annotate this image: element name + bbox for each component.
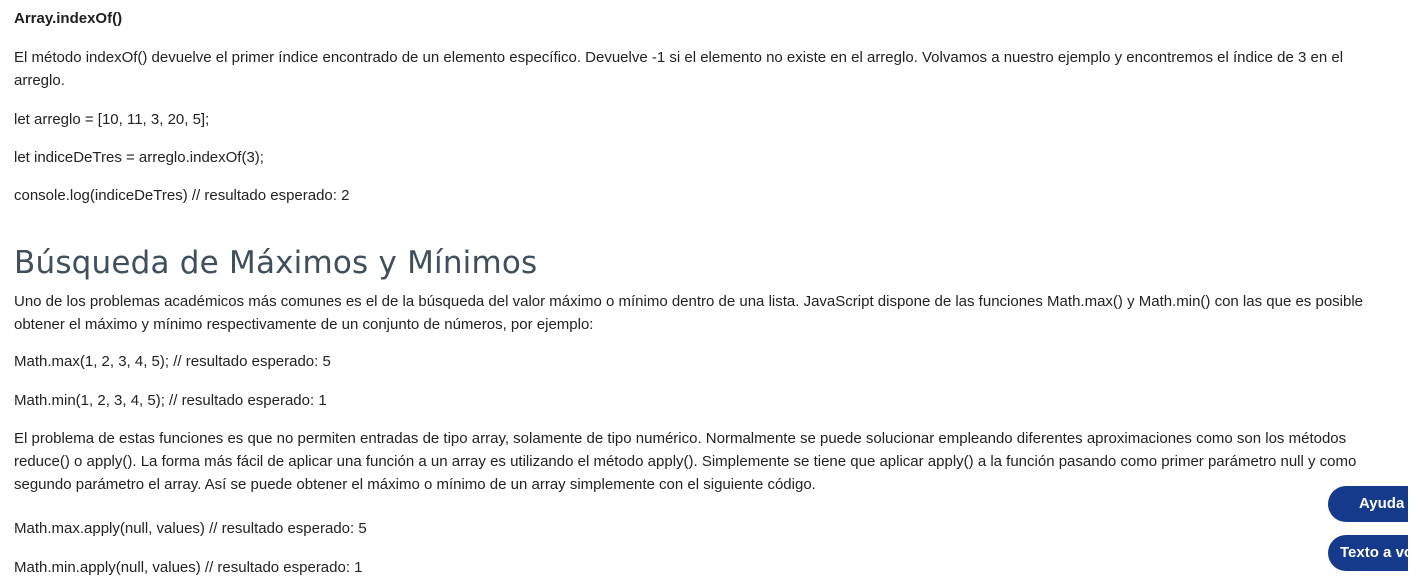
code-line: Math.max(1, 2, 3, 4, 5); // resultado esperado: 5: [14, 353, 331, 370]
code-line: Math.min.apply(null, values) // resultado esperado: 1: [14, 559, 363, 576]
code-line: console.log(indiceDeTres) // resultado esperado: 2: [14, 187, 350, 204]
indexof-description: El método indexOf() devuelve el primer índice encontrado de un elemento específico. Devuelve -1 si el elemento no existe en el arreglo. Volvamos a nuestro ejemplo y encontremos el índice de 3 en el arreglo.: [14, 49, 1344, 89]
code-line: Math.max.apply(null, values) // resultado esperado: 5: [14, 520, 367, 537]
code-line: let indiceDeTres = arreglo.indexOf(3);: [14, 149, 264, 166]
section-title-indexof: Array.indexOf(): [14, 10, 123, 27]
code-line: Math.min(1, 2, 3, 4, 5); // resultado esperado: 1: [14, 392, 327, 409]
max-min-explanation: El problema de estas funciones es que no permiten entradas de tipo array, solamente de tipo numérico. Normalmente se puede solucionar empleando diferentes aproximaciones como son los métodos reduce() o apply(). La forma más fácil de aplicar una función a un array es utilizando el método apply(). Simplemente se tiene que aplicar apply() a la función pasando como primer parámetro null y como segundo parámetro el array. Así se puede obtener el máximo o mínimo de un array simplemente con el siguiente código.: [14, 430, 1357, 493]
text-to-speech-button[interactable]: Texto a voz: [1328, 535, 1408, 571]
help-button[interactable]: Ayuda: [1328, 486, 1408, 522]
section-heading-max-min: Búsqueda de Máximos y Mínimos: [14, 245, 538, 281]
code-line: let arreglo = [10, 11, 3, 20, 5];: [14, 111, 210, 128]
max-min-intro: Uno de los problemas académicos más comunes es el de la búsqueda del valor máximo o mínimo dentro de una lista. JavaScript dispone de las funciones Math.max() y Math.min() con las que es posible obtener el máximo y mínimo respectivamente de un conjunto de números, por ejemplo:: [14, 293, 1364, 333]
